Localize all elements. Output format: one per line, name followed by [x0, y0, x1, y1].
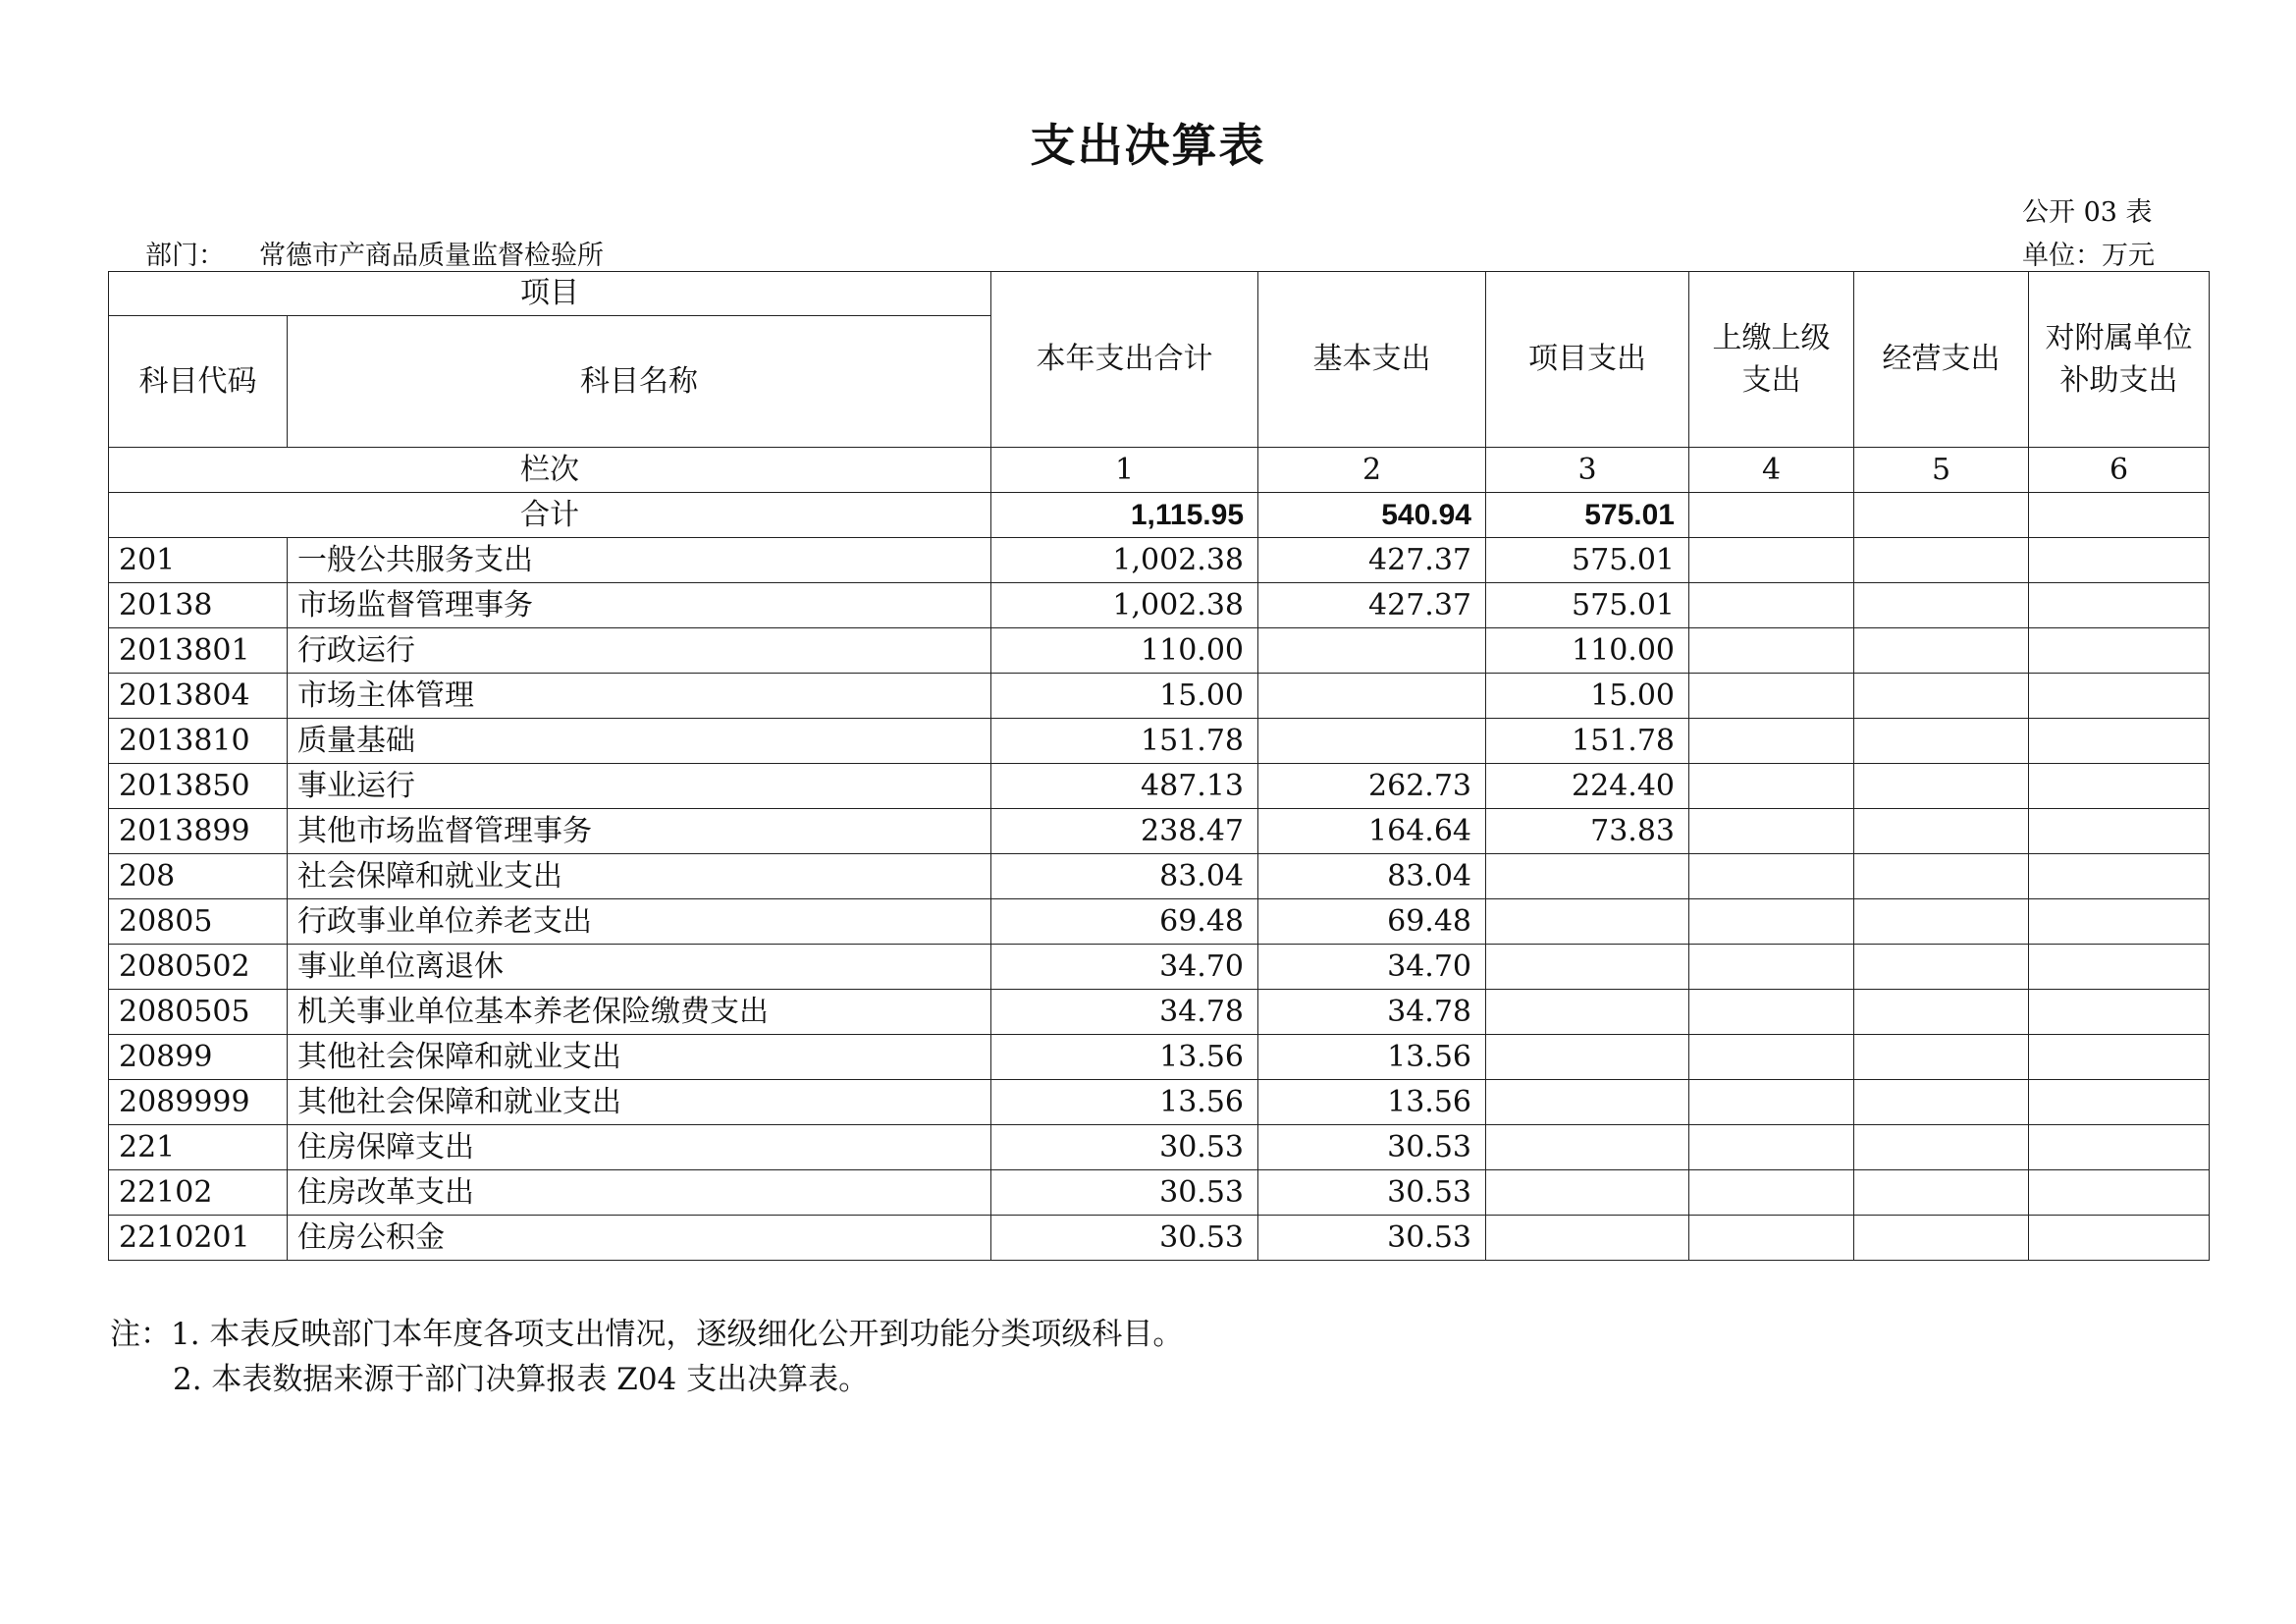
cell-subsidiary-subsidy: [2029, 764, 2210, 809]
cell-name: 市场主体管理: [288, 674, 991, 719]
cell-name: 事业单位离退休: [288, 945, 991, 990]
cell-project-expense: [1486, 1080, 1689, 1125]
cell-code: 2013899: [109, 809, 288, 854]
cell-remit-superior: [1689, 1035, 1854, 1080]
page-title: 支出决算表: [1030, 119, 1266, 172]
header-col2: 基本支出: [1258, 272, 1486, 448]
cell-basic-expense: 427.37: [1258, 538, 1486, 583]
table-row: [109, 854, 2210, 899]
cell-project-expense: 73.83: [1486, 809, 1689, 854]
cell-name: 其他社会保障和就业支出: [288, 1080, 991, 1125]
column-number-2: 2: [1258, 448, 1486, 493]
table-row: [109, 809, 2210, 854]
cell-operating-expense: [1854, 1170, 2029, 1216]
table-row: [109, 764, 2210, 809]
cell-operating-expense: [1854, 1080, 2029, 1125]
cell-subsidiary-subsidy: [2029, 1035, 2210, 1080]
table-row: [109, 538, 2210, 583]
cell-operating-expense: [1854, 583, 2029, 628]
cell-operating-expense: [1854, 809, 2029, 854]
cell-remit-superior: [1689, 1125, 1854, 1170]
cell-project-expense: 151.78: [1486, 719, 1689, 764]
cell-total-expense: 69.48: [991, 899, 1258, 945]
cell-name: 机关事业单位基本养老保险缴费支出: [288, 990, 991, 1035]
cell-total-expense: 110.00: [991, 628, 1258, 674]
cell-subsidiary-subsidy: [2029, 674, 2210, 719]
cell-remit-superior: [1689, 899, 1854, 945]
cell-total-expense: 15.00: [991, 674, 1258, 719]
header-code: 科目代码: [109, 316, 288, 448]
table-row: [109, 1170, 2210, 1216]
cell-basic-expense: 83.04: [1258, 854, 1486, 899]
cell-operating-expense: [1854, 990, 2029, 1035]
cell-basic-expense: [1258, 628, 1486, 674]
table-row: [109, 674, 2210, 719]
cell-total-expense: 13.56: [991, 1035, 1258, 1080]
cell-total-expense: 151.78: [991, 719, 1258, 764]
cell-basic-expense: 13.56: [1258, 1080, 1486, 1125]
cell-subsidiary-subsidy: [2029, 945, 2210, 990]
cell-operating-expense: [1854, 945, 2029, 990]
cell-name: 住房公积金: [288, 1216, 991, 1261]
cell-project-expense: [1486, 1035, 1689, 1080]
cell-total-expense: 13.56: [991, 1080, 1258, 1125]
table-row: [109, 990, 2210, 1035]
note-line-1: 注：1. 本表反映部门本年度各项支出情况，逐级细化公开到功能分类项级科目。: [110, 1317, 1184, 1352]
cell-subsidiary-subsidy: [2029, 628, 2210, 674]
cell-total-expense: 238.47: [991, 809, 1258, 854]
cell-operating-expense: [1854, 1035, 2029, 1080]
cell-name: 市场监督管理事务: [288, 583, 991, 628]
cell-code: 20899: [109, 1035, 288, 1080]
cell-remit-superior: [1689, 583, 1854, 628]
cell-project-expense: [1486, 854, 1689, 899]
total-col4: [1689, 493, 1854, 538]
cell-project-expense: [1486, 1170, 1689, 1216]
cell-code: 20805: [109, 899, 288, 945]
header-name: 科目名称: [288, 316, 991, 448]
cell-basic-expense: [1258, 674, 1486, 719]
cell-basic-expense: [1258, 719, 1486, 764]
cell-subsidiary-subsidy: [2029, 1216, 2210, 1261]
cell-name: 社会保障和就业支出: [288, 854, 991, 899]
cell-operating-expense: [1854, 628, 2029, 674]
cell-project-expense: [1486, 1125, 1689, 1170]
cell-subsidiary-subsidy: [2029, 809, 2210, 854]
table-row: [109, 945, 2210, 990]
cell-name: 住房保障支出: [288, 1125, 991, 1170]
cell-code: 201: [109, 538, 288, 583]
cell-code: 2080505: [109, 990, 288, 1035]
column-number-6: 6: [2029, 448, 2210, 493]
cell-basic-expense: 30.53: [1258, 1216, 1486, 1261]
cell-remit-superior: [1689, 1170, 1854, 1216]
table-row: [109, 583, 2210, 628]
cell-remit-superior: [1689, 538, 1854, 583]
cell-code: 2013810: [109, 719, 288, 764]
cell-project-expense: 575.01: [1486, 583, 1689, 628]
note-line-2: 2. 本表数据来源于部门决算报表 Z04 支出决算表。: [173, 1362, 870, 1397]
cell-project-expense: [1486, 990, 1689, 1035]
header-col4: 上缴上级支出: [1689, 272, 1854, 448]
cell-name: 行政运行: [288, 628, 991, 674]
cell-project-expense: [1486, 899, 1689, 945]
cell-code: 2013801: [109, 628, 288, 674]
total-label: 合计: [109, 493, 991, 538]
cell-operating-expense: [1854, 1216, 2029, 1261]
cell-basic-expense: 13.56: [1258, 1035, 1486, 1080]
table-row: [109, 628, 2210, 674]
table-row: [109, 1125, 2210, 1170]
form-number: 公开 03 表: [2022, 197, 2153, 228]
cell-subsidiary-subsidy: [2029, 990, 2210, 1035]
cell-basic-expense: 427.37: [1258, 583, 1486, 628]
cell-total-expense: 1,002.38: [991, 538, 1258, 583]
cell-code: 2013804: [109, 674, 288, 719]
total-col2: 540.94: [1258, 493, 1486, 538]
table-row: [109, 1216, 2210, 1261]
cell-subsidiary-subsidy: [2029, 538, 2210, 583]
cell-operating-expense: [1854, 719, 2029, 764]
cell-basic-expense: 164.64: [1258, 809, 1486, 854]
column-number-3: 3: [1486, 448, 1689, 493]
total-col6: [2029, 493, 2210, 538]
cell-code: 22102: [109, 1170, 288, 1216]
cell-remit-superior: [1689, 719, 1854, 764]
header-col3: 项目支出: [1486, 272, 1689, 448]
cell-name: 行政事业单位养老支出: [288, 899, 991, 945]
notes: [110, 1312, 1183, 1402]
column-number-1: 1: [991, 448, 1258, 493]
column-number-5: 5: [1854, 448, 2029, 493]
cell-basic-expense: 34.70: [1258, 945, 1486, 990]
cell-basic-expense: 262.73: [1258, 764, 1486, 809]
cell-subsidiary-subsidy: [2029, 583, 2210, 628]
table-row: [109, 1080, 2210, 1125]
column-number-row: [109, 448, 2210, 493]
header-item: 项目: [109, 272, 991, 316]
cell-remit-superior: [1689, 945, 1854, 990]
cell-remit-superior: [1689, 809, 1854, 854]
cell-project-expense: [1486, 1216, 1689, 1261]
cell-basic-expense: 30.53: [1258, 1170, 1486, 1216]
column-number-label: 栏次: [109, 448, 991, 493]
header-col6: 对附属单位补助支出: [2029, 272, 2210, 448]
cell-subsidiary-subsidy: [2029, 899, 2210, 945]
cell-basic-expense: 30.53: [1258, 1125, 1486, 1170]
cell-name: 一般公共服务支出: [288, 538, 991, 583]
cell-name: 事业运行: [288, 764, 991, 809]
cell-subsidiary-subsidy: [2029, 719, 2210, 764]
cell-project-expense: 110.00: [1486, 628, 1689, 674]
cell-code: 2013850: [109, 764, 288, 809]
cell-operating-expense: [1854, 764, 2029, 809]
header-col5: 经营支出: [1854, 272, 2029, 448]
cell-operating-expense: [1854, 538, 2029, 583]
unit-label: 单位：万元: [2022, 241, 2155, 271]
cell-project-expense: 224.40: [1486, 764, 1689, 809]
cell-total-expense: 30.53: [991, 1216, 1258, 1261]
cell-code: 221: [109, 1125, 288, 1170]
table-row: [109, 899, 2210, 945]
cell-operating-expense: [1854, 1125, 2029, 1170]
cell-operating-expense: [1854, 854, 2029, 899]
total-row: [109, 493, 2210, 538]
cell-operating-expense: [1854, 674, 2029, 719]
cell-name: 质量基础: [288, 719, 991, 764]
cell-remit-superior: [1689, 1080, 1854, 1125]
department-label: 部门：: [145, 241, 225, 271]
cell-name: 住房改革支出: [288, 1170, 991, 1216]
cell-remit-superior: [1689, 764, 1854, 809]
cell-subsidiary-subsidy: [2029, 1170, 2210, 1216]
total-col3: 575.01: [1486, 493, 1689, 538]
cell-project-expense: 15.00: [1486, 674, 1689, 719]
cell-code: 208: [109, 854, 288, 899]
cell-operating-expense: [1854, 899, 2029, 945]
cell-basic-expense: 69.48: [1258, 899, 1486, 945]
cell-total-expense: 487.13: [991, 764, 1258, 809]
table-row: [109, 1035, 2210, 1080]
expenditure-table: [108, 271, 2210, 1261]
header-col1: 本年支出合计: [991, 272, 1258, 448]
cell-remit-superior: [1689, 990, 1854, 1035]
table-body: [109, 538, 2210, 1261]
cell-project-expense: [1486, 945, 1689, 990]
cell-code: 2089999: [109, 1080, 288, 1125]
department-name: 常德市产商品质量监督检验所: [259, 241, 604, 271]
cell-subsidiary-subsidy: [2029, 854, 2210, 899]
total-col5: [1854, 493, 2029, 538]
cell-remit-superior: [1689, 854, 1854, 899]
cell-subsidiary-subsidy: [2029, 1080, 2210, 1125]
cell-project-expense: 575.01: [1486, 538, 1689, 583]
cell-total-expense: 1,002.38: [991, 583, 1258, 628]
column-number-4: 4: [1689, 448, 1854, 493]
cell-basic-expense: 34.78: [1258, 990, 1486, 1035]
cell-subsidiary-subsidy: [2029, 1125, 2210, 1170]
cell-remit-superior: [1689, 628, 1854, 674]
cell-name: 其他市场监督管理事务: [288, 809, 991, 854]
cell-total-expense: 83.04: [991, 854, 1258, 899]
cell-name: 其他社会保障和就业支出: [288, 1035, 991, 1080]
cell-code: 20138: [109, 583, 288, 628]
cell-total-expense: 30.53: [991, 1170, 1258, 1216]
total-col1: 1,115.95: [991, 493, 1258, 538]
cell-total-expense: 30.53: [991, 1125, 1258, 1170]
cell-code: 2080502: [109, 945, 288, 990]
cell-total-expense: 34.78: [991, 990, 1258, 1035]
cell-total-expense: 34.70: [991, 945, 1258, 990]
cell-remit-superior: [1689, 1216, 1854, 1261]
table-row: [109, 719, 2210, 764]
cell-code: 2210201: [109, 1216, 288, 1261]
cell-remit-superior: [1689, 674, 1854, 719]
